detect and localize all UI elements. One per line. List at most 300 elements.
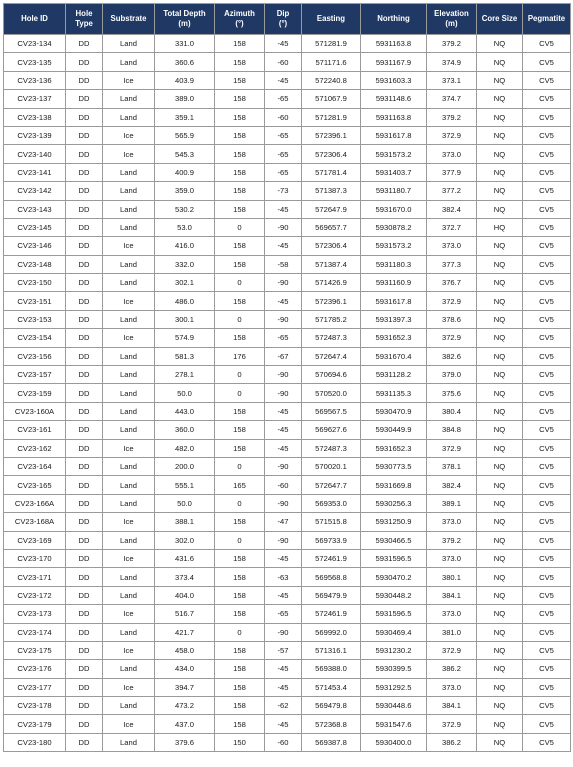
table-cell: 572461.9 [302,605,361,623]
table-cell: Land [103,274,155,292]
table-cell: Land [103,218,155,236]
table-cell: 571316.1 [302,641,361,659]
table-cell: 200.0 [155,457,215,475]
table-cell: -45 [265,715,302,733]
column-header [477,4,523,35]
table-cell: 5931128.2 [361,366,427,384]
column-header-text: Hole ID [21,14,48,23]
table-cell: 571387.4 [302,255,361,273]
column-header-text: Pegmatite [527,14,566,23]
table-cell: 569387.8 [302,733,361,751]
table-cell: 431.6 [155,549,215,567]
table-cell: NQ [477,182,523,200]
table-cell: 572368.8 [302,715,361,733]
table-cell: CV23-175 [4,641,66,659]
table-cell: 5931160.9 [361,274,427,292]
table-cell: 380.1 [427,568,477,586]
table-cell: DD [66,329,103,347]
drill-hole-table-container [3,3,571,752]
table-row [4,384,571,402]
table-row [4,402,571,420]
table-cell: 158 [215,513,265,531]
table-cell: 374.7 [427,90,477,108]
table-cell: CV23-142 [4,182,66,200]
table-cell: 0 [215,494,265,512]
table-cell: DD [66,697,103,715]
table-cell: Land [103,660,155,678]
table-cell: CV23-176 [4,660,66,678]
table-cell: DD [66,163,103,181]
table-cell: CV23-153 [4,310,66,328]
table-cell: Land [103,733,155,751]
table-cell: DD [66,605,103,623]
table-cell: NQ [477,549,523,567]
table-cell: 569733.9 [302,531,361,549]
table-cell: -90 [265,457,302,475]
table-cell: 482.0 [155,439,215,457]
table-cell: CV23-169 [4,531,66,549]
table-cell: 378.1 [427,457,477,475]
table-cell: 389.0 [155,90,215,108]
table-cell: CV5 [523,457,571,475]
table-cell: NQ [477,476,523,494]
table-cell: 572647.4 [302,347,361,365]
table-cell: 376.7 [427,274,477,292]
table-cell: CV5 [523,715,571,733]
table-cell: 572240.8 [302,71,361,89]
table-cell: 158 [215,402,265,420]
table-cell: Land [103,568,155,586]
table-cell: 5930400.0 [361,733,427,751]
table-cell: 5931230.2 [361,641,427,659]
table-cell: 158 [215,255,265,273]
table-cell: -90 [265,384,302,402]
column-header-text: Azimuth [224,9,255,18]
table-cell: 458.0 [155,641,215,659]
column-header-text: Total Depth [163,9,206,18]
table-cell: 421.7 [155,623,215,641]
table-row [4,421,571,439]
table-cell: Land [103,531,155,549]
table-cell: NQ [477,568,523,586]
table-cell: 373.4 [155,568,215,586]
table-cell: CV23-168A [4,513,66,531]
table-cell: 384.8 [427,421,477,439]
table-cell: 158 [215,53,265,71]
table-cell: DD [66,126,103,144]
table-cell: 572487.3 [302,439,361,457]
table-cell: NQ [477,274,523,292]
table-cell: 359.1 [155,108,215,126]
table-cell: DD [66,660,103,678]
table-cell: 5931596.5 [361,549,427,567]
table-cell: -45 [265,237,302,255]
table-cell: NQ [477,384,523,402]
table-cell: DD [66,678,103,696]
table-row [4,182,571,200]
table-cell: 158 [215,292,265,310]
table-row [4,586,571,604]
table-cell: CV23-156 [4,347,66,365]
table-cell: NQ [477,513,523,531]
table-cell: CV5 [523,237,571,255]
table-cell: Land [103,200,155,218]
table-cell: 570020.1 [302,457,361,475]
table-cell: 569992.0 [302,623,361,641]
table-cell: 176 [215,347,265,365]
table-cell: DD [66,108,103,126]
table-cell: CV23-173 [4,605,66,623]
table-cell: NQ [477,457,523,475]
table-cell: 374.9 [427,53,477,71]
table-cell: -45 [265,586,302,604]
table-cell: CV23-135 [4,53,66,71]
table-cell: Ice [103,513,155,531]
table-cell: 372.9 [427,292,477,310]
table-cell: 158 [215,641,265,659]
table-cell: 388.1 [155,513,215,531]
table-cell: Land [103,108,155,126]
table-cell: 0 [215,457,265,475]
table-cell: NQ [477,402,523,420]
table-cell: -65 [265,605,302,623]
table-cell: Land [103,255,155,273]
table-cell: NQ [477,145,523,163]
table-cell: Land [103,494,155,512]
table-cell: 386.2 [427,660,477,678]
table-cell: CV23-160A [4,402,66,420]
column-header-text: Core Size [481,14,518,23]
table-cell: 372.9 [427,715,477,733]
table-cell: 5930773.5 [361,457,427,475]
table-cell: DD [66,421,103,439]
table-cell: CV23-165 [4,476,66,494]
table-cell: 379.2 [427,531,477,549]
table-cell: 331.0 [155,35,215,53]
table-cell: 158 [215,71,265,89]
table-cell: CV5 [523,53,571,71]
table-cell: 571453.4 [302,678,361,696]
table-cell: 158 [215,145,265,163]
table-cell: 400.9 [155,163,215,181]
table-cell: Land [103,90,155,108]
table-cell: NQ [477,531,523,549]
table-row [4,53,571,71]
table-cell: 5930878.2 [361,218,427,236]
table-cell: 5931573.2 [361,145,427,163]
table-cell: DD [66,513,103,531]
table-cell: 372.9 [427,641,477,659]
table-cell: DD [66,71,103,89]
column-header-text: Easting [316,14,346,23]
table-cell: 332.0 [155,255,215,273]
table-cell: CV5 [523,660,571,678]
table-cell: -90 [265,218,302,236]
table-cell: 5931652.3 [361,329,427,347]
column-header-text: (°) [278,19,288,28]
table-cell: CV23-164 [4,457,66,475]
table-cell: 5931292.5 [361,678,427,696]
table-row [4,126,571,144]
table-body [4,35,571,752]
table-cell: CV5 [523,513,571,531]
table-cell: 569627.6 [302,421,361,439]
table-cell: -45 [265,421,302,439]
table-cell: 545.3 [155,145,215,163]
table-cell: 373.1 [427,71,477,89]
table-cell: 382.6 [427,347,477,365]
table-cell: -63 [265,568,302,586]
table-cell: NQ [477,494,523,512]
table-row [4,623,571,641]
table-cell: DD [66,274,103,292]
table-cell: DD [66,90,103,108]
table-cell: 570520.0 [302,384,361,402]
table-cell: DD [66,623,103,641]
table-cell: 516.7 [155,605,215,623]
table-cell: Land [103,182,155,200]
table-cell: NQ [477,310,523,328]
table-cell: 302.1 [155,274,215,292]
table-row [4,255,571,273]
table-row [4,71,571,89]
table-row [4,568,571,586]
table-cell: 379.6 [155,733,215,751]
table-cell: 0 [215,531,265,549]
table-cell: -90 [265,274,302,292]
table-cell: -47 [265,513,302,531]
table-cell: DD [66,568,103,586]
table-cell: NQ [477,163,523,181]
table-cell: Ice [103,237,155,255]
table-cell: 572306.4 [302,145,361,163]
table-cell: DD [66,641,103,659]
table-cell: 359.0 [155,182,215,200]
table-cell: CV5 [523,384,571,402]
table-cell: -90 [265,623,302,641]
table-cell: DD [66,531,103,549]
table-cell: Land [103,366,155,384]
table-cell: -90 [265,494,302,512]
table-cell: 555.1 [155,476,215,494]
table-cell: CV5 [523,678,571,696]
table-cell: 373.0 [427,237,477,255]
table-row [4,641,571,659]
table-cell: 5931596.5 [361,605,427,623]
table-cell: DD [66,53,103,71]
table-cell: DD [66,292,103,310]
table-cell: -65 [265,163,302,181]
table-cell: 571515.8 [302,513,361,531]
table-cell: NQ [477,108,523,126]
table-cell: 158 [215,549,265,567]
table-cell: 569567.5 [302,402,361,420]
table-cell: 5931573.2 [361,237,427,255]
table-cell: 158 [215,90,265,108]
table-cell: DD [66,586,103,604]
table-cell: NQ [477,53,523,71]
table-cell: DD [66,237,103,255]
table-cell: CV23-171 [4,568,66,586]
table-cell: 403.9 [155,71,215,89]
table-cell: CV5 [523,71,571,89]
table-cell: CV5 [523,568,571,586]
table-cell: NQ [477,366,523,384]
table-cell: Ice [103,605,155,623]
table-cell: Land [103,697,155,715]
table-cell: 379.2 [427,108,477,126]
table-cell: 372.7 [427,218,477,236]
table-cell: CV5 [523,200,571,218]
table-cell: CV5 [523,641,571,659]
table-cell: CV23-137 [4,90,66,108]
table-cell: -45 [265,35,302,53]
table-cell: 569568.8 [302,568,361,586]
table-cell: Ice [103,292,155,310]
table-cell: DD [66,35,103,53]
table-row [4,237,571,255]
table-cell: CV5 [523,605,571,623]
table-cell: 377.3 [427,255,477,273]
table-cell: Ice [103,678,155,696]
table-cell: -90 [265,531,302,549]
table-cell: 158 [215,126,265,144]
table-row [4,476,571,494]
table-cell: CV5 [523,586,571,604]
table-cell: Land [103,384,155,402]
column-header [265,4,302,35]
table-row [4,660,571,678]
table-cell: 5931180.3 [361,255,427,273]
table-cell: NQ [477,35,523,53]
table-cell: CV5 [523,310,571,328]
table-cell: NQ [477,255,523,273]
table-cell: -45 [265,71,302,89]
table-cell: DD [66,182,103,200]
table-cell: -67 [265,347,302,365]
table-cell: 5931403.7 [361,163,427,181]
table-cell: 571781.4 [302,163,361,181]
table-cell: 569657.7 [302,218,361,236]
table-cell: 572396.1 [302,126,361,144]
table-cell: NQ [477,641,523,659]
table-cell: 373.0 [427,145,477,163]
table-cell: 158 [215,586,265,604]
table-cell: NQ [477,733,523,751]
table-cell: 5931163.8 [361,35,427,53]
table-cell: NQ [477,421,523,439]
table-row [4,715,571,733]
table-cell: CV5 [523,439,571,457]
table-cell: -90 [265,310,302,328]
table-row [4,329,571,347]
table-cell: CV5 [523,623,571,641]
table-row [4,90,571,108]
table-cell: CV5 [523,549,571,567]
table-cell: DD [66,549,103,567]
table-cell: NQ [477,586,523,604]
table-cell: 5931148.6 [361,90,427,108]
table-cell: Land [103,457,155,475]
table-cell: 5931603.3 [361,71,427,89]
table-cell: CV5 [523,476,571,494]
table-cell: Land [103,310,155,328]
table-cell: 278.1 [155,366,215,384]
table-cell: CV5 [523,35,571,53]
table-cell: -65 [265,126,302,144]
column-header [215,4,265,35]
table-cell: 571067.9 [302,90,361,108]
table-cell: 571387.3 [302,182,361,200]
table-row [4,292,571,310]
table-cell: 380.4 [427,402,477,420]
table-cell: 377.2 [427,182,477,200]
column-header-text: Type [75,19,93,28]
table-cell: 404.0 [155,586,215,604]
table-cell: NQ [477,715,523,733]
table-cell: CV23-179 [4,715,66,733]
table-cell: -45 [265,549,302,567]
table-row [4,439,571,457]
table-cell: 5930448.6 [361,697,427,715]
table-cell: Ice [103,439,155,457]
table-row [4,678,571,696]
table-cell: 158 [215,35,265,53]
table-row [4,35,571,53]
table-cell: DD [66,255,103,273]
table-cell: 53.0 [155,218,215,236]
table-cell: NQ [477,697,523,715]
drill-hole-table [3,3,571,752]
table-cell: 473.2 [155,697,215,715]
column-header [302,4,361,35]
table-cell: Ice [103,641,155,659]
table-cell: -65 [265,145,302,163]
table-row [4,108,571,126]
table-cell: CV5 [523,366,571,384]
table-cell: DD [66,402,103,420]
table-cell: DD [66,310,103,328]
table-cell: 571281.9 [302,35,361,53]
table-cell: -45 [265,678,302,696]
table-cell: 5931167.9 [361,53,427,71]
table-cell: DD [66,494,103,512]
table-cell: 158 [215,200,265,218]
table-cell: 581.3 [155,347,215,365]
table-cell: 386.2 [427,733,477,751]
table-cell: Land [103,402,155,420]
table-cell: 158 [215,237,265,255]
table-cell: 0 [215,384,265,402]
column-header [66,4,103,35]
table-cell: 5931180.7 [361,182,427,200]
table-cell: 158 [215,439,265,457]
table-cell: CV23-170 [4,549,66,567]
table-cell: 158 [215,715,265,733]
table-cell: 572647.9 [302,200,361,218]
table-cell: -90 [265,366,302,384]
table-cell: Land [103,163,155,181]
table-cell: NQ [477,439,523,457]
table-row [4,513,571,531]
table-cell: CV5 [523,531,571,549]
table-cell: 5930448.2 [361,586,427,604]
table-cell: 158 [215,329,265,347]
table-cell: 158 [215,678,265,696]
table-cell: Ice [103,126,155,144]
table-cell: CV23-145 [4,218,66,236]
table-cell: 572461.9 [302,549,361,567]
